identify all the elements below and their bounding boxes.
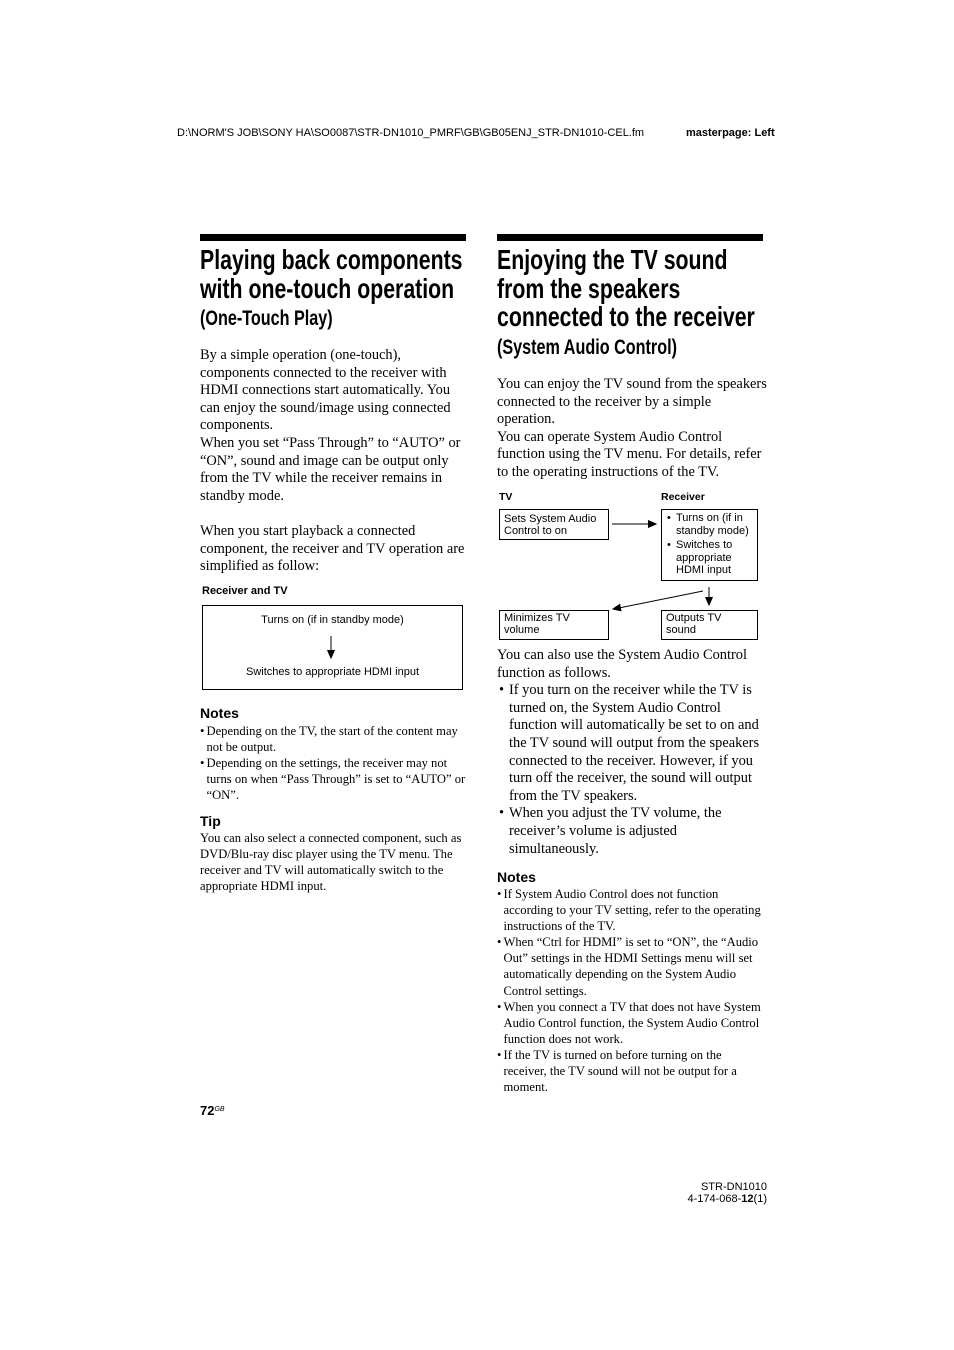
footer-code-suffix: (1): [753, 1192, 767, 1205]
left-intro-paragraph: By a simple operation (one-touch), components connected to the receiver with HDMI connections start automatically. You can enjoy the sound/image using connected components. When you set “Pass Through” to “AUTO” or “ON”, sound and image can be output only from the TV while the receiver remains in standby mode.: [200, 347, 461, 504]
receiver-action-item: • Switches to appropriate HDMI input: [662, 539, 749, 577]
right-note-item: • If System Audio Control does not function according to your TV setting, refer to the operating instructions of the TV.: [497, 886, 761, 934]
one-touch-step-1: Turns on (if in standby mode): [261, 614, 404, 626]
left-note-item: • Depending on the settings, the receiver may not turns on when “Pass Through” is set to “AUTO” or “ON”.: [200, 755, 465, 803]
left-section-title: Playing back components with one-touch operation: [200, 244, 463, 304]
right-notes-list: [497, 886, 761, 1095]
right-body-bullet: • When you adjust the TV volume, the receiver’s volume is adjusted simultaneously.: [497, 805, 759, 858]
right-notes-heading: Notes: [497, 869, 536, 885]
one-touch-diagram-label: Receiver and TV: [202, 585, 288, 597]
right-body-block: [497, 647, 759, 858]
tv-action-box: [499, 509, 609, 540]
page-number-suffix: GB: [214, 1106, 225, 1113]
right-note-item: • When “Ctrl for HDMI” is set to “ON”, the “Audio Out” settings in the HDMI Settings menu will set automatically depending on the System Audio Control settings.: [497, 934, 761, 998]
right-section-rule: [497, 234, 763, 241]
footer-code: [687, 1194, 767, 1206]
page-number: [200, 1104, 225, 1118]
footer-code-bold: 12: [741, 1192, 754, 1205]
right-note-item: • If the TV is turned on before turning on the receiver, the TV sound will not be output for a moment.: [497, 1047, 761, 1095]
left-notes-heading: Notes: [200, 705, 239, 721]
tv-action-text: Sets System Audio Control to on: [504, 513, 597, 537]
left-note-item: • Depending on the TV, the start of the content may not be output.: [200, 723, 465, 755]
masterpage-label: masterpage: Left: [686, 127, 775, 139]
receiver-result-box: [661, 610, 758, 640]
page-number-value: 72: [200, 1103, 215, 1118]
receiver-down-arrow: [706, 587, 713, 605]
one-touch-diagram-box: [202, 605, 463, 690]
footer-model: STR-DN1010: [700, 1181, 767, 1193]
tip-heading: Tip: [200, 813, 221, 829]
file-path-header: D:\NORM'S JOB\SONY HA\SO0087\STR-DN1010_PMRF\GB\GB05ENJ_STR-DN1010-CEL.fm: [177, 127, 645, 139]
receiver-result-text: Outputs TV sound: [666, 612, 722, 636]
left-section-rule: [200, 234, 466, 241]
receiver-action-list: [662, 512, 749, 577]
left-section-subtitle: (One-Touch Play): [200, 307, 333, 330]
right-section-subtitle: (System Audio Control): [497, 336, 677, 359]
right-section-title: Enjoying the TV sound from the speakers connected to the receiver: [497, 244, 755, 333]
tip-text: You can also select a connected component, such as DVD/Blu-ray disc player using the TV menu. The receiver and TV will automatically switch to the appropriate HDMI input.: [200, 831, 462, 893]
receiver-action-box: [661, 509, 758, 581]
right-note-item: • When you connect a TV that does not have System Audio Control function, the System Audio Control function does not work.: [497, 999, 761, 1047]
one-touch-step-2: Switches to appropriate HDMI input: [245, 666, 420, 678]
left-intro-paragraph-2: When you start playback a connected component, the receiver and TV operation are simplified as follow:: [200, 523, 465, 575]
tv-to-receiver-arrow: [612, 521, 656, 528]
right-body-bullet: • If you turn on the receiver while the TV is turned on, the System Audio Control function will automatically be set to on and the TV sound will output from the speakers connected to the receiver. However, if you turn off the receiver, the sound will output from the TV speakers.: [497, 682, 759, 805]
receiver-action-item: • Turns on (if in standby mode): [662, 512, 749, 537]
diagram-receiver-label: Receiver: [661, 491, 705, 503]
diagram-tv-label: TV: [499, 491, 513, 503]
left-notes-list: [200, 723, 465, 803]
receiver-to-tv-volume-arrow: [613, 591, 703, 611]
tv-result-text: Minimizes TV volume: [504, 612, 570, 636]
right-intro-paragraph: You can enjoy the TV sound from the speakers connected to the receiver by a simple operation. You can operate System Audio Control function using the TV menu. For details, refer to the operating instructions of the TV.: [497, 376, 767, 480]
footer-code-prefix: 4-174-068-: [687, 1192, 742, 1205]
right-body-paragraph: You can also use the System Audio Control function as follows.: [497, 647, 747, 681]
tv-result-box: [499, 610, 609, 640]
